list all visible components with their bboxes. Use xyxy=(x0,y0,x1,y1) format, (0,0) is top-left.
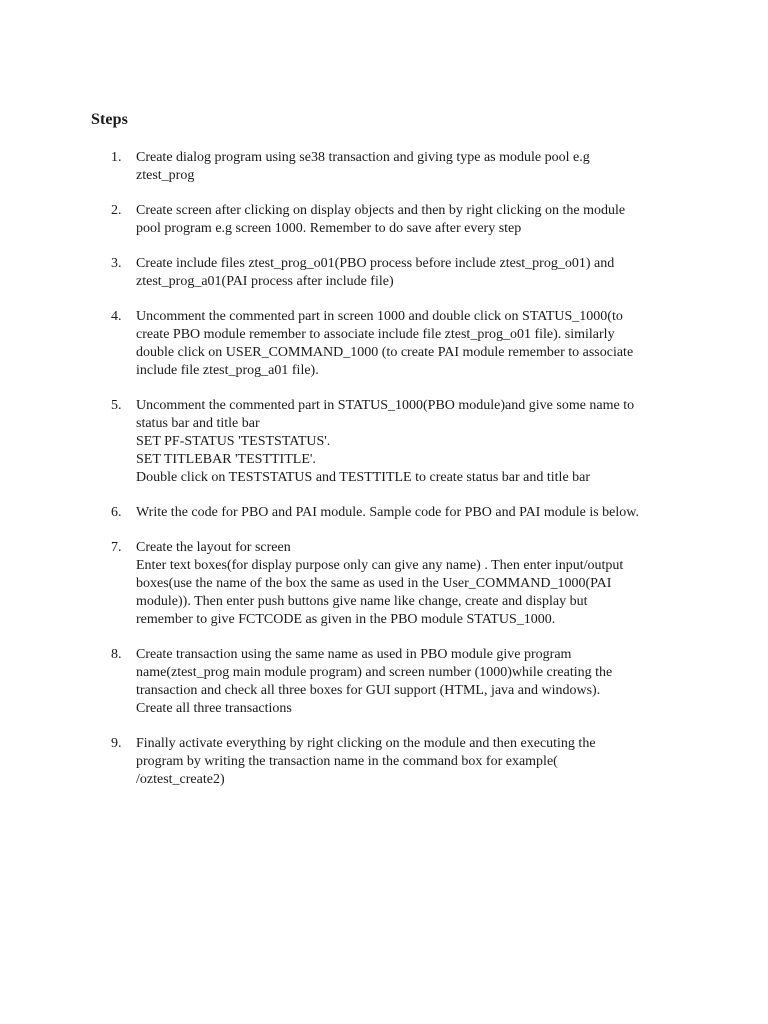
step-item xyxy=(0,149,768,185)
step-item xyxy=(0,539,768,629)
step-text xyxy=(136,539,681,629)
step-text-line: Write the code for PBO and PAI module. Sample code for PBO and PAI module is below. xyxy=(136,505,639,520)
step-text xyxy=(136,255,681,291)
step-text xyxy=(136,646,681,718)
step-number: 5. xyxy=(111,398,122,413)
step-text-line: SET TITLEBAR 'TESTTITLE'. xyxy=(136,452,316,467)
step-text-line: Uncomment the commented part in screen 1000 and double click on STATUS_1000(to xyxy=(136,309,623,324)
step-number: 2. xyxy=(111,203,122,218)
step-item xyxy=(0,504,768,522)
step-number: 7. xyxy=(111,540,122,555)
step-item xyxy=(0,735,768,789)
step-number: 4. xyxy=(111,309,122,324)
step-text-line: Create all three transactions xyxy=(136,701,292,716)
step-text-line: Uncomment the commented part in STATUS_1000(PBO module)and give some name to xyxy=(136,398,635,413)
step-number: 9. xyxy=(111,736,122,751)
step-text-line: pool program e.g screen 1000. Remember to do save after every step xyxy=(136,221,522,236)
step-text-line: Create the layout for screen xyxy=(136,540,291,555)
step-text-line: transaction and check all three boxes for GUI support (HTML, java and windows). xyxy=(136,683,601,698)
step-text-line: create PBO module remember to associate include file ztest_prog_o01 file). similarly xyxy=(136,327,615,342)
step-text-line: Create include files ztest_prog_o01(PBO process before include ztest_prog_o01) and xyxy=(136,256,615,271)
step-text-line: remember to give FCTCODE as given in the PBO module STATUS_1000. xyxy=(136,612,556,627)
step-text-line: name(ztest_prog main module program) and screen number (1000)while creating the xyxy=(136,665,613,680)
step-text xyxy=(136,149,681,185)
step-number: 3. xyxy=(111,256,122,271)
page-heading: Steps xyxy=(91,111,128,128)
step-text-line: SET PF-STATUS 'TESTSTATUS'. xyxy=(136,434,331,449)
step-text xyxy=(136,397,681,487)
steps-list xyxy=(0,149,768,806)
step-text-line: /oztest_create2) xyxy=(136,772,225,787)
step-text-line: boxes(use the name of the box the same as used in the User_COMMAND_1000(PAI xyxy=(136,576,612,591)
step-text xyxy=(136,735,681,789)
step-text xyxy=(136,504,681,522)
step-text-line: module)). Then enter push buttons give name like change, create and display but xyxy=(136,594,588,609)
step-text-line: Enter text boxes(for display purpose only can give any name) . Then enter input/output xyxy=(136,558,624,573)
step-number: 8. xyxy=(111,647,122,662)
step-text-line: status bar and title bar xyxy=(136,416,260,431)
step-number: 1. xyxy=(111,150,122,165)
step-text-line: Create dialog program using se38 transaction and giving type as module pool e.g xyxy=(136,150,590,165)
step-text-line: ztest_prog xyxy=(136,168,195,183)
step-item xyxy=(0,646,768,718)
step-number: 6. xyxy=(111,505,122,520)
step-item xyxy=(0,202,768,238)
step-text-line: Create transaction using the same name as used in PBO module give program xyxy=(136,647,572,662)
step-text-line: ztest_prog_a01(PAI process after include file) xyxy=(136,274,394,289)
step-text-line: double click on USER_COMMAND_1000 (to create PAI module remember to associate xyxy=(136,345,634,360)
step-text-line: Finally activate everything by right clicking on the module and then executing the xyxy=(136,736,596,751)
step-text xyxy=(136,202,681,238)
step-item xyxy=(0,255,768,291)
step-text-line: Double click on TESTSTATUS and TESTTITLE to create status bar and title bar xyxy=(136,470,591,485)
step-text-line: program by writing the transaction name in the command box for example( xyxy=(136,754,558,769)
step-item xyxy=(0,397,768,487)
step-text-line: Create screen after clicking on display objects and then by right clicking on the module xyxy=(136,203,626,218)
step-item xyxy=(0,308,768,380)
step-text-line: include file ztest_prog_a01 file). xyxy=(136,363,319,378)
step-text xyxy=(136,308,681,380)
